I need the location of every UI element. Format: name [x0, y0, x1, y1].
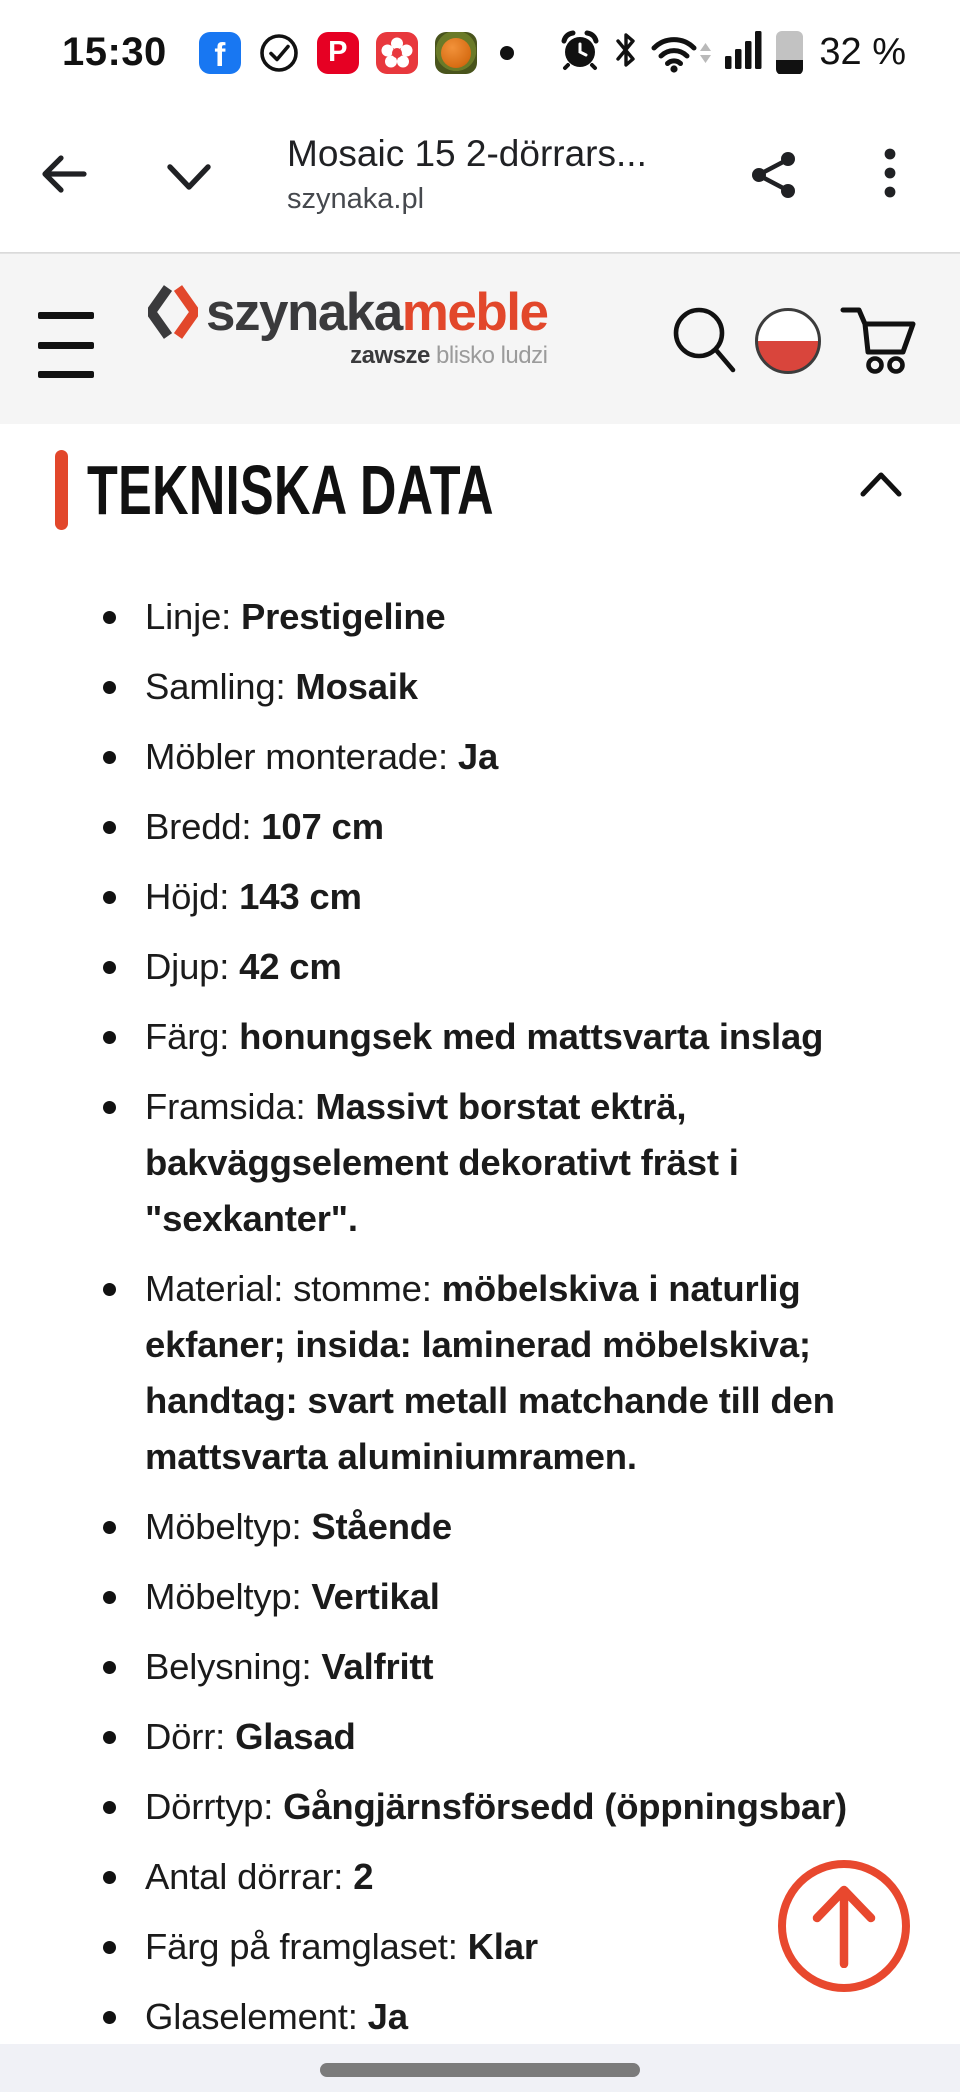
spec-label: Linje: [145, 596, 241, 637]
chevron-up-icon [859, 470, 903, 498]
spec-value: Massivt borstat ekträ, bakväggselement dekorativt fräst i "sexkanter". [145, 1086, 739, 1239]
spec-value: honungsek med mattsvarta inslag [239, 1016, 824, 1057]
battery-icon [776, 31, 803, 75]
spec-label: Framsida: [145, 1086, 316, 1127]
spec-value: Mosaik [295, 666, 418, 707]
spec-item [55, 659, 913, 715]
system-status-icons [559, 29, 906, 76]
spec-value: Vertikal [311, 1576, 440, 1617]
spec-label: Material: stomme: [145, 1268, 442, 1309]
game-app-icon [435, 32, 477, 74]
hamburger-icon [38, 312, 94, 319]
search-icon [672, 306, 738, 376]
check-circle-icon [258, 32, 300, 74]
spec-item [55, 1079, 913, 1247]
spec-label: Glaselement: [145, 1996, 368, 2037]
poland-flag-icon[interactable] [755, 308, 821, 374]
spec-label: Antal dörrar: [145, 1856, 354, 1897]
search-button[interactable] [672, 306, 738, 379]
spec-item [55, 939, 913, 995]
chevron-down-icon [166, 163, 212, 191]
specs-section-header[interactable] [55, 450, 905, 530]
spec-value: 2 [353, 1856, 374, 1897]
pinterest-icon: P [317, 32, 359, 74]
spec-item [55, 1989, 913, 2045]
photo-app-icon [376, 32, 418, 74]
share-icon [748, 149, 800, 201]
logo-diamond-icon [148, 284, 198, 340]
expand-tab-button[interactable] [166, 163, 212, 194]
spec-label: Bredd: [145, 806, 262, 847]
site-logo[interactable] [148, 284, 547, 370]
spec-value: Valfritt [321, 1646, 434, 1687]
logo-text-accent: meble [401, 282, 548, 342]
page-title-block[interactable] [287, 133, 757, 216]
wifi-icon [651, 33, 711, 73]
spec-label: Möbeltyp: [145, 1576, 312, 1617]
spec-label: Samling: [145, 666, 296, 707]
notification-icons [199, 32, 514, 74]
cart-button[interactable] [838, 302, 918, 379]
share-button[interactable] [748, 149, 800, 204]
gesture-pill[interactable] [320, 2063, 640, 2077]
spec-item [55, 1709, 913, 1765]
spec-item [55, 589, 913, 645]
spec-value: Prestigeline [241, 596, 446, 637]
spec-item [55, 1261, 913, 1485]
spec-item [55, 1499, 913, 1555]
collapse-section-button[interactable] [859, 470, 903, 501]
facebook-icon: f [199, 32, 241, 74]
bluetooth-icon [615, 30, 637, 75]
spec-value: 42 cm [239, 946, 342, 987]
logo-text-main: szynaka [206, 282, 402, 342]
spec-item [55, 1639, 913, 1695]
spec-item [55, 1779, 913, 1835]
spec-list [55, 589, 913, 2059]
signal-icon [725, 31, 762, 74]
spec-value: Klar [467, 1926, 538, 1967]
spec-label: Möbler monterade: [145, 736, 458, 777]
accent-bar [55, 450, 68, 530]
spec-item [55, 869, 913, 925]
system-navigation-bar [0, 2044, 960, 2092]
spec-label: Färg på framglaset: [145, 1926, 468, 1967]
spec-value: Stående [311, 1506, 452, 1547]
spec-label: Dörr: [145, 1716, 236, 1757]
spec-label: Höjd: [145, 876, 240, 917]
spec-label: Möbeltyp: [145, 1506, 312, 1547]
site-header [0, 253, 960, 424]
data-arrows-icon [700, 43, 711, 63]
more-notifications-dot [500, 46, 514, 60]
spec-value: Ja [457, 736, 499, 777]
spec-value: Gångjärnsförsedd (öppningsbar) [283, 1786, 847, 1827]
scroll-to-top-button[interactable] [778, 1860, 910, 1992]
spec-label: Belysning: [145, 1646, 322, 1687]
spec-value: Glasad [235, 1716, 356, 1757]
spec-item [55, 1009, 913, 1065]
spec-value: 143 cm [239, 876, 362, 917]
android-status-bar [0, 0, 960, 95]
section-title: TEKNISKA DATA [87, 451, 494, 529]
spec-value: Ja [367, 1996, 408, 2037]
spec-item [55, 799, 913, 855]
menu-button[interactable] [38, 312, 96, 378]
clock: 15:30 [62, 30, 167, 74]
cart-icon [838, 302, 918, 376]
spec-value: 107 cm [261, 806, 384, 847]
spec-label: Dörrtyp: [145, 1786, 284, 1827]
page-title: Mosaic 15 2-dörrars... [287, 133, 647, 174]
battery-percent-label: 32 % [819, 31, 906, 73]
arrow-up-icon [805, 1884, 883, 1968]
spec-label: Färg: [145, 1016, 240, 1057]
alarm-icon [559, 29, 601, 76]
browser-toolbar [0, 95, 960, 253]
page-url: szynaka.pl [287, 183, 425, 215]
spec-value: möbelskiva i naturlig ekfaner; insida: laminerad möbelskiva; handtag: svart metall matchande till den mattsvarta aluminiumramen. [145, 1268, 835, 1477]
overflow-menu-icon [884, 147, 896, 199]
logo-tagline: zawsze blisko ludzi [350, 342, 548, 369]
spec-label: Djup: [145, 946, 240, 987]
back-button[interactable] [40, 153, 88, 198]
spec-item [55, 1569, 913, 1625]
browser-menu-button[interactable] [884, 147, 896, 202]
back-icon [40, 153, 88, 195]
spec-item [55, 729, 913, 785]
